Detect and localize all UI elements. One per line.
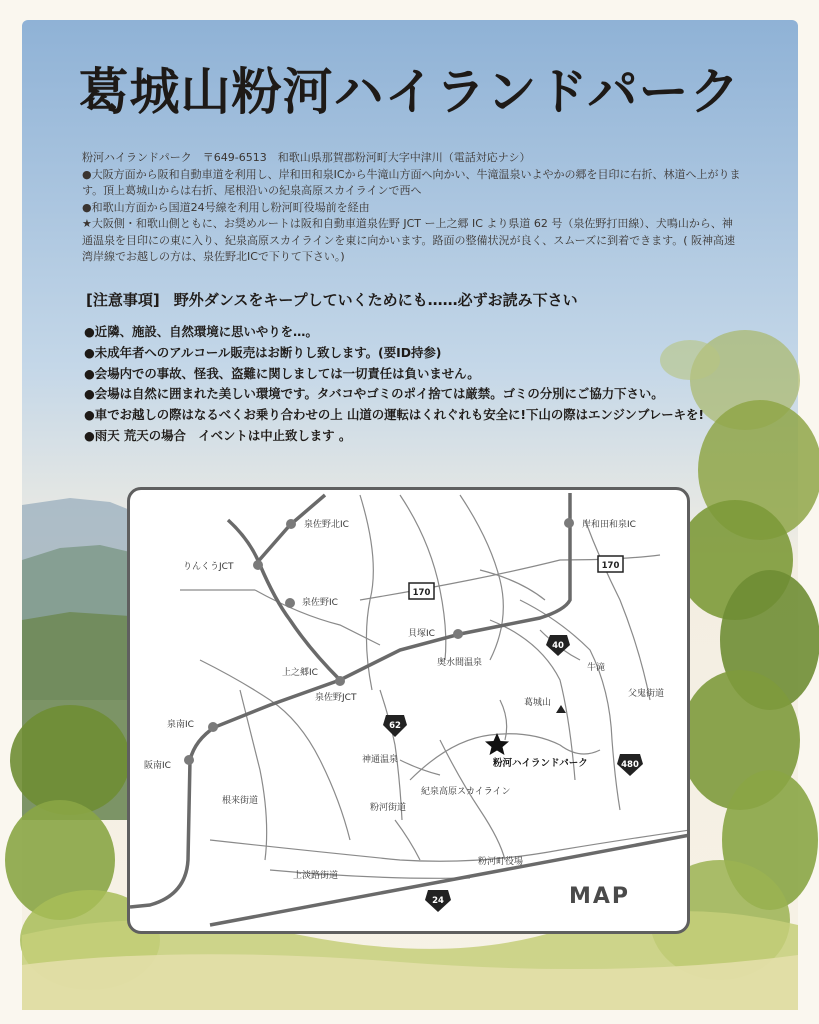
page-title: 葛城山粉河ハイランドパーク: [78, 63, 741, 121]
label-kisen-skyline: 紀泉高原スカイライン: [421, 787, 511, 797]
notice-item: ●近隣、施設、自然環境に思いやりを…。: [84, 324, 318, 339]
label-kaizuka-ic: 貝塚IC: [408, 629, 435, 639]
route-480: 480: [621, 760, 639, 770]
label-jintsu-onsen: 神通温泉: [362, 755, 399, 765]
notice-heading: [86, 289, 578, 310]
access-map: [127, 487, 690, 934]
access-wakayama-route: ●和歌山方面から国道24号線を利用し粉河町役場前を経由: [82, 200, 370, 214]
access-recommended-route: ★大阪側・和歌山側ともに、お奨めルートは阪和自動車道泉佐野 JCT ー上之郷 IC より県道 62 号（泉佐野打田線）、犬鳴山から、神通温泉を目印にの東に入り、紀泉高原スカイラインを東に向かいます。路面の整備状況が良く、スムーズに到着できます。( 阪神高速湾岸線でお越しの方は、泉佐野北ICで下りて下さい。): [82, 217, 736, 263]
map-title: MAP: [569, 884, 631, 909]
label-rinku-jct: りんくうJCT: [183, 562, 234, 572]
label-negoro-kaido: 根来街道: [222, 796, 259, 806]
interchange-markers: [184, 518, 574, 765]
label-katsuragisan: 葛城山: [524, 698, 552, 708]
notice-item: ●会場内での事故、怪我、盗難に関しましては一切責任は負いません。: [84, 365, 480, 381]
route-170-b: 170: [601, 561, 620, 571]
access-directions: [82, 150, 742, 266]
label-kokawa-town-office: 粉河町役場: [478, 857, 524, 867]
route-24: 24: [432, 896, 444, 906]
label-izumisano-kita-ic: 泉佐野北IC: [304, 520, 349, 530]
map-canvas: [130, 490, 687, 931]
label-ushitaki: 牛滝: [587, 663, 606, 673]
route-40: 40: [552, 641, 564, 651]
notice-item: ●会場は自然に囲まれた美しい環境です。タバコやゴミのポイ捨ては厳禁。ゴミの分別にご協力下さい。: [84, 386, 664, 402]
mountain-icon: [556, 705, 566, 713]
notice-text: 野外ダンスをキープしていくためにも……必ずお読み下さい: [173, 291, 578, 309]
label-kishiwada-izumi-ic: 岸和田和泉IC: [582, 520, 636, 530]
notice-item: ●雨天 荒天の場合 イベントは中止致します 。: [84, 427, 352, 443]
label-okumizuma-onsen: 奥水間温泉: [437, 658, 483, 668]
label-izumisano-ic: 泉佐野IC: [302, 598, 338, 608]
notice-label: [注意事項]: [86, 291, 160, 309]
notice-item: ●車でお越しの際はなるべくお乗り合わせの上 山道の運転はくれぐれも安全に!下山の際はエンジンブレーキを!: [84, 407, 705, 423]
label-venue: 粉河ハイランドパーク: [493, 758, 588, 769]
label-hannan-ic: 阪南IC: [144, 761, 171, 771]
label-sennan-ic: 泉南IC: [167, 720, 194, 730]
label-chichioni-kaido: 父鬼街道: [628, 689, 665, 699]
notice-item: ●未成年者へのアルコール販売はお断りし致します。(要ID持参): [84, 344, 442, 360]
label-izumisano-jct: 泉佐野JCT: [315, 693, 357, 703]
label-kokawa-kaido: 粉河街道: [370, 803, 407, 813]
route-62: 62: [389, 721, 401, 731]
access-osaka-route: ●大阪方面から阪和自動車道を利用し、岸和田和泉ICから牛滝山方面へ向かい、牛滝温泉いよやかの郷を目印に右折、林道へ上がります。頂上葛城山からは右折、尾根沿いの紀泉高原スカイラインで西へ: [82, 167, 741, 197]
route-170-a: 170: [412, 588, 431, 598]
label-kamiawaji-kaido: 上淡路街道: [293, 871, 339, 881]
access-address: 粉河ハイランドパーク 〒649-6513 和歌山県那賀郡粉河町大字中津川（電話対応ナシ）: [82, 151, 531, 164]
notice-list: [84, 322, 784, 447]
label-kaminogo-ic: 上之郷IC: [282, 668, 318, 678]
